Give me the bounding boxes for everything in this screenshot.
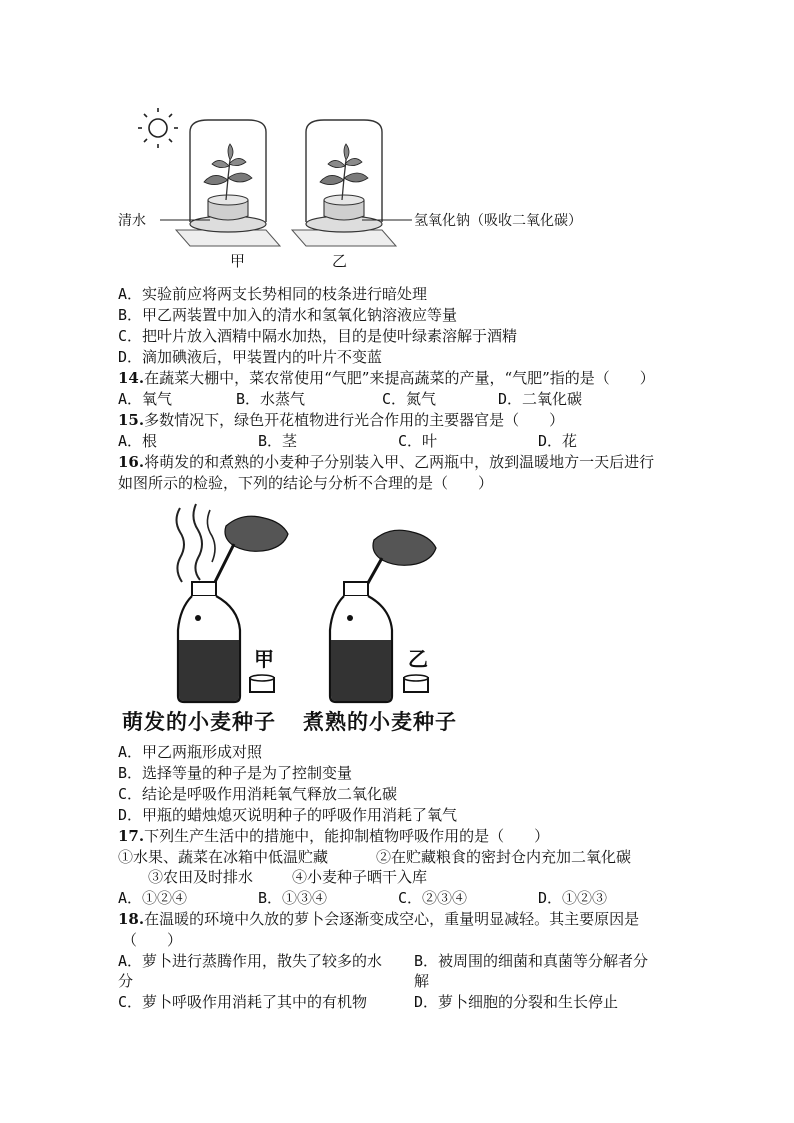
jar-b-drawing [292, 120, 396, 246]
q13-option-a: A．实验前应将两支长势相同的枝条进行暗处理 [118, 285, 428, 303]
q18-option-c: C．萝卜呼吸作用消耗了其中的有机物 [118, 993, 368, 1011]
bottle-a-label: 甲 [254, 647, 274, 671]
q18-option-b-line2: 解 [414, 972, 430, 990]
q18-option-a-line1: A．萝卜进行蒸腾作用，散失了较多的水 [118, 952, 383, 970]
q18-option-a-line2: 分 [118, 972, 134, 990]
q17-option-c: C．②③④ [398, 889, 468, 907]
q16-text: 将萌发的和煮熟的小麦种子分别装入甲、乙两瓶中，放到温暖地方一天后进行 [144, 453, 655, 471]
bell-jar-figure [118, 108, 598, 273]
q15-number: 15. [118, 411, 145, 429]
q17-item-3: ③农田及时排水 [148, 868, 254, 886]
q13-option-c: C．把叶片放入酒精中隔水加热，目的是使叶绿素溶解于酒精 [118, 327, 518, 345]
q16-stem-line2: 如图所示的检验，下列的结论与分析不合理的是（ ） [118, 474, 494, 492]
q13-option-d: D．滴加碘液后，甲装置内的叶片不变蓝 [118, 348, 383, 366]
bell-jar-diagram [118, 108, 598, 273]
bottle-a-drawing [178, 582, 240, 702]
q14-stem [118, 368, 655, 388]
q16-stem-line1 [118, 452, 654, 472]
bottle-b-label: 乙 [408, 647, 428, 671]
sun-icon [138, 108, 178, 148]
q18-option-d: D．萝卜细胞的分裂和生长停止 [414, 993, 619, 1011]
q14-option-c: C．氮气 [382, 390, 437, 408]
q17-text: 下列生产生活中的措施中，能抑制植物呼吸作用的是（ ） [144, 827, 550, 845]
q16-option-a: A．甲乙两瓶形成对照 [118, 743, 263, 761]
q17-item-1: ①水果、蔬菜在冰箱中低温贮藏 [118, 848, 329, 866]
q17-item-4: ④小麦种子晒干入库 [292, 868, 428, 886]
q14-option-b: B．水蒸气 [236, 390, 306, 408]
q18-stem-line1 [118, 909, 639, 929]
q16-option-c: C．结论是呼吸作用消耗氧气释放二氧化碳 [118, 785, 398, 803]
caption-germinated-seeds: 萌发的小麦种子 [122, 710, 276, 734]
q17-item-2: ②在贮藏粮食的密封仓内充加二氧化碳 [376, 848, 632, 866]
candle-a-drawing [250, 675, 274, 692]
q18-number: 18. [118, 910, 145, 928]
q13-option-b: B．甲乙两装置中加入的清水和氢氧化钠溶液应等量 [118, 306, 458, 324]
q18-stem-line2: （ ） [122, 931, 183, 949]
q15-option-a: A．根 [118, 432, 158, 450]
q15-stem [118, 410, 564, 430]
seed-bottle-figure [118, 500, 478, 705]
seed-bottle-diagram [118, 500, 478, 705]
q17-option-b: B．①③④ [258, 889, 328, 907]
q17-option-d: D．①②③ [538, 889, 608, 907]
q17-stem [118, 826, 549, 846]
smoke-drawing-a [177, 508, 185, 582]
jar-b-label: 乙 [332, 252, 348, 270]
q14-number: 14. [118, 369, 145, 387]
q15-option-d: D．花 [538, 432, 578, 450]
label-water: 清水 [118, 213, 146, 229]
jar-a-drawing [176, 120, 280, 246]
label-naoh: 氢氧化钠（吸收二氧化碳） [414, 213, 582, 229]
q17-number: 17. [118, 827, 145, 845]
jar-a-label: 甲 [230, 252, 246, 270]
q16-option-b: B．选择等量的种子是为了控制变量 [118, 764, 353, 782]
q14-option-a: A．氧气 [118, 390, 173, 408]
q14-text: 在蔬菜大棚中，菜农常使用“气肥”来提高蔬菜的产量，“气肥”指的是（ ） [144, 369, 655, 387]
caption-boiled-seeds: 煮熟的小麦种子 [303, 710, 457, 734]
q15-option-b: B．茎 [258, 432, 298, 450]
q14-option-d: D．二氧化碳 [498, 390, 583, 408]
candle-b-drawing [404, 675, 428, 692]
q18-text: 在温暖的环境中久放的萝卜会逐渐变成空心，重量明显减轻。其主要原因是 [144, 910, 640, 928]
q16-number: 16. [118, 453, 145, 471]
q15-option-c: C．叶 [398, 432, 438, 450]
q15-text: 多数情况下，绿色开花植物进行光合作用的主要器官是（ ） [144, 411, 565, 429]
q17-option-a: A．①②④ [118, 889, 188, 907]
bottle-b-drawing [330, 582, 392, 702]
q18-option-b-line1: B．被周围的细菌和真菌等分解者分 [414, 952, 649, 970]
q16-option-d: D．甲瓶的蜡烛熄灭说明种子的呼吸作用消耗了氧气 [118, 806, 458, 824]
